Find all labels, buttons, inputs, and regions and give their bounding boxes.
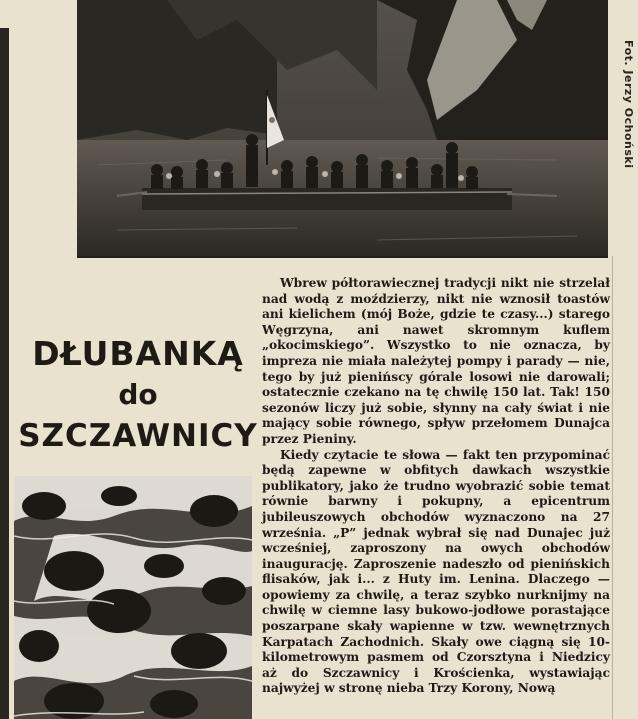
- headline-line-3: SZCZAWNICY: [18, 418, 258, 454]
- right-column-rule: [612, 256, 613, 719]
- article-paragraph-1: Wbrew półtorawiecznej tradycji nikt nie strzelał nad wodą z moździerzy, nikt nie wznosił toastów ani kielichem (mój Boże, gdzie te czasy...) starego Węgrzyna, ani nawet skromnym kuflem „okocimskiego”. Wszystko to nie oznacza, by impreza nie miała należytej pompy i parady — nie, tego by już pienińscy górale losowi nie darowali; ostatecznie czekano na tę chwilę 150 lat. Tak! 150 sezonów liczy już sobie, słynny na cały świat i nie mający sobie równego, spływ przełomem Dunajca przez Pieniny.: [262, 276, 610, 446]
- headline-line-1: DŁUBANKĄ: [32, 334, 244, 373]
- rapids-illustration: [14, 476, 252, 719]
- headline: [18, 333, 258, 457]
- article-body: [262, 276, 610, 697]
- article-paragraph-2: Kiedy czytacie te słowa — fakt ten przypominać będą zapewne w obfitych dawkach wszystkie publikatory, jako że trudno wyobrazić sobie temat równie barwny i pokupny, a epicentrum jubileuszowych obchodów wyznaczono na 27 września. „P” jednak wybrał się nad Dunajec już wcześniej, zaproszony na owych obchodów inaugurację. Zaproszenie nadeszło od pienińskich flisaków, jak i... z Huty im. Lenina. Dlaczego — opowiemy za chwilę, a teraz szybko nurknijmy na chwilę w ciemne lasy bukowo-jodłowe porastające poszarpane skały wapienne w tzw. wewnętrznych Karpatach Zachodnich. Skały owe ciągną się 10-kilometrowym pasmem od Czorsztyna i Niedzicy aż do Szczawnicy i Krościenka, wystawiając najwyżej w stronę nieba Trzy Korony, Nową: [262, 447, 610, 696]
- headline-line-2: do: [118, 378, 158, 411]
- raft-photo: [77, 0, 608, 258]
- photo-credit: Fot. Jerzy Ochoński: [622, 40, 635, 169]
- left-border-rule: [0, 28, 9, 719]
